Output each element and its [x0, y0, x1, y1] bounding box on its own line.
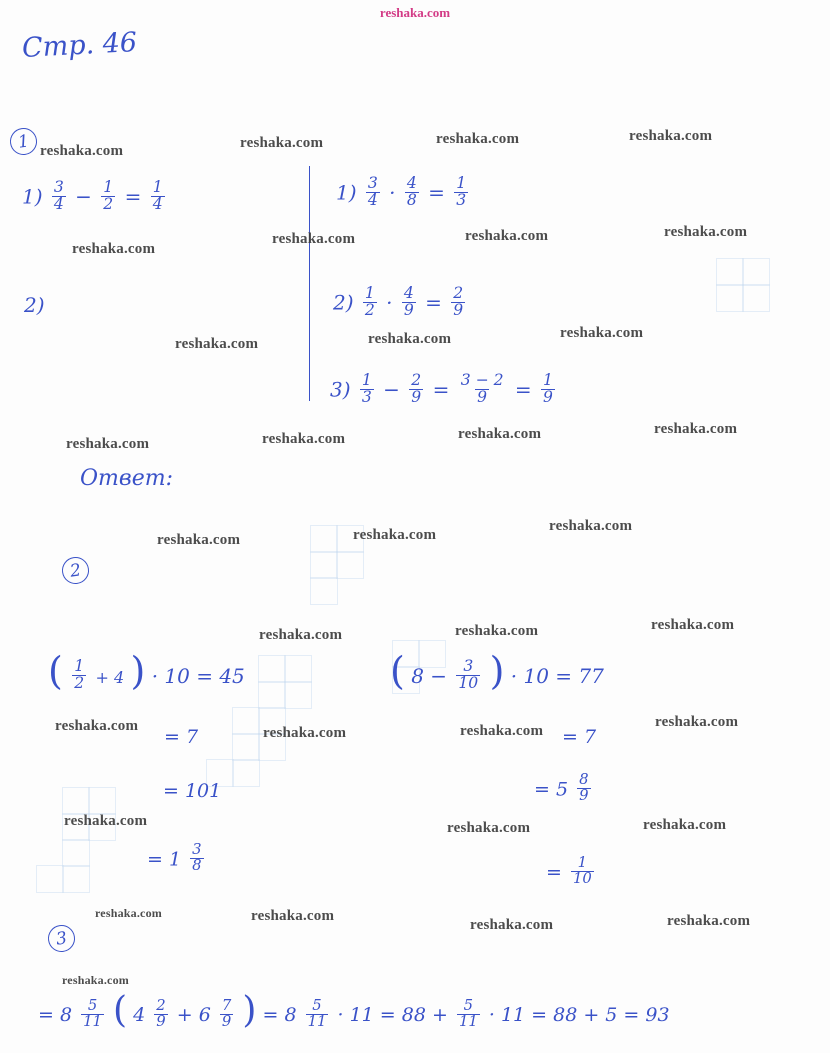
fraction: $\frac{1}{2}$ — [364, 284, 375, 319]
watermark: reshaka.com — [64, 813, 148, 829]
watermark: reshaka.com — [40, 143, 124, 159]
watermark: reshaka.com — [240, 135, 324, 151]
fraction: $\frac{5}{11}$ — [307, 996, 327, 1030]
ex1-left-item-1-label: 1) — [22, 184, 43, 209]
fraction: $\frac{2}{9}$ — [156, 996, 166, 1030]
watermark: reshaka.com — [262, 431, 346, 447]
watermark: reshaka.com — [654, 421, 738, 437]
fraction: $\frac{1}{4}$ — [152, 178, 163, 213]
fraction: $\frac{3}{10}$ — [458, 657, 479, 692]
watermark: reshaka.com — [72, 241, 156, 257]
ex2-left-expression: ( $\frac{1}{2}$ + 4 ) · 10 = 45 — [48, 649, 245, 693]
grid-square — [258, 655, 286, 683]
ex2-left-step-1: = 7 — [164, 726, 199, 748]
fraction: $\frac{2}{9}$ — [411, 371, 422, 406]
watermark: reshaka.com — [55, 718, 139, 734]
watermark: reshaka.com — [465, 228, 549, 244]
watermark: reshaka.com — [353, 527, 437, 543]
watermark: reshaka.com — [447, 820, 531, 836]
grid-square — [742, 258, 770, 286]
ex2-right-step-3: = $\frac{1}{10}$ — [546, 854, 592, 887]
fraction: $\frac{1}{10}$ — [572, 854, 592, 887]
fraction: $\frac{3}{4}$ — [367, 174, 378, 209]
exercise-1-marker: 1 — [8, 126, 38, 156]
watermark: reshaka.com — [549, 518, 633, 534]
grid-square — [284, 681, 312, 709]
ex1-left-item-2-label: 2) — [24, 293, 45, 317]
fraction: $\frac{5}{11}$ — [458, 996, 478, 1030]
watermark: reshaka.com — [157, 532, 241, 548]
watermark: reshaka.com — [259, 627, 343, 643]
watermark: reshaka.com — [560, 325, 644, 341]
ex1-right-item-3: 3) $\frac{1}{3}$ − $\frac{2}{9}$ = $\frac{3 - 2}{9}$ = $\frac{1}{9}$ — [330, 371, 553, 406]
watermark: reshaka.com — [460, 723, 544, 739]
watermark: reshaka.com — [436, 131, 520, 147]
grid-square — [232, 759, 260, 787]
grid-square — [232, 733, 260, 761]
grid-square — [232, 707, 260, 735]
watermark: reshaka.com — [175, 336, 259, 352]
ex3-line: = 8 $\frac{5}{11}$ ( 4 $\frac{2}{9}$ + 6 $\frac{7}{9}$ ) = 8 $\frac{5}{11}$ · 11 = 88 + $\frac{5}{11}$ · 11 = 88 + 5 = 93 — [38, 989, 670, 1031]
ex1-right-item-2: 2) $\frac{1}{2}$ · $\frac{4}{9}$ = $\frac{2}{9}$ — [333, 284, 464, 319]
watermark: reshaka.com — [458, 426, 542, 442]
top-watermark: reshaka.com — [379, 5, 451, 20]
ex2-left-step-2: = 101 — [163, 780, 222, 802]
grid-square — [336, 551, 364, 579]
fraction: $\frac{3}{8}$ — [192, 841, 202, 874]
fraction: $\frac{1}{3}$ — [456, 174, 467, 209]
fraction: $\frac{4}{8}$ — [406, 174, 417, 209]
ex2-right-step-1: = 7 — [562, 726, 597, 748]
ex1-left-item-2 — [24, 293, 45, 317]
fraction: $\frac{1}{2}$ — [74, 657, 85, 692]
watermark: reshaka.com — [629, 128, 713, 144]
grid-square — [36, 865, 64, 893]
watermark: reshaka.com — [651, 617, 735, 633]
ex2-right-step-2: = 5 $\frac{8}{9}$ — [534, 771, 589, 804]
ex2-right-expression: ( 8 − $\frac{3}{10}$ ) · 10 = 77 — [390, 649, 604, 693]
fraction: $\frac{2}{9}$ — [453, 284, 464, 319]
watermark: reshaka.com — [66, 436, 150, 452]
watermark: reshaka.com — [455, 623, 539, 639]
grid-square — [742, 284, 770, 312]
ex2-left-step-3: = 1 $\frac{3}{8}$ — [147, 841, 202, 874]
column-divider — [309, 166, 310, 401]
watermark: reshaka.com — [655, 714, 739, 730]
watermark: reshaka.com — [62, 973, 129, 987]
watermark: reshaka.com — [95, 906, 162, 920]
fraction: $\frac{1}{9}$ — [543, 371, 553, 406]
fraction: $\frac{5}{11}$ — [83, 996, 102, 1030]
page-title: Стр. 46 — [21, 27, 138, 64]
ex1-left-item-1: 1) $\frac{3}{4}$ − $\frac{1}{2}$ = $\frac{1}{4}$ — [22, 178, 163, 213]
fraction: $\frac{8}{9}$ — [579, 771, 589, 804]
exercise-3-marker: 3 — [46, 923, 76, 953]
grid-square — [310, 525, 338, 553]
grid-square — [88, 787, 116, 815]
grid-square — [62, 839, 90, 867]
grid-square — [310, 551, 338, 579]
watermark: reshaka.com — [272, 231, 356, 247]
grid-square — [62, 787, 90, 815]
grid-square — [716, 258, 744, 286]
fraction: $\frac{3}{4}$ — [53, 178, 64, 213]
watermark: reshaka.com — [643, 817, 727, 833]
grid-square — [716, 284, 744, 312]
watermark: reshaka.com — [664, 224, 748, 240]
fraction: $\frac{1}{3}$ — [361, 371, 372, 406]
fraction: $\frac{3 - 2}{9}$ — [460, 371, 504, 406]
fraction: $\frac{4}{9}$ — [403, 284, 414, 319]
watermark: reshaka.com — [368, 331, 452, 347]
ex1-right-item-1: 1) $\frac{3}{4}$ · $\frac{4}{8}$ = $\frac{1}{3}$ — [336, 174, 467, 209]
grid-square — [310, 577, 338, 605]
answer-label: Ответ: — [80, 466, 173, 491]
watermark: reshaka.com — [470, 917, 554, 933]
exercise-2-marker: 2 — [60, 555, 90, 585]
grid-square — [284, 655, 312, 683]
fraction: $\frac{1}{2}$ — [103, 178, 114, 213]
fraction: $\frac{7}{9}$ — [221, 996, 232, 1030]
grid-square — [62, 865, 90, 893]
grid-square — [258, 681, 286, 709]
watermark: reshaka.com — [251, 908, 335, 924]
watermark: reshaka.com — [667, 913, 751, 929]
watermark: reshaka.com — [263, 725, 347, 741]
